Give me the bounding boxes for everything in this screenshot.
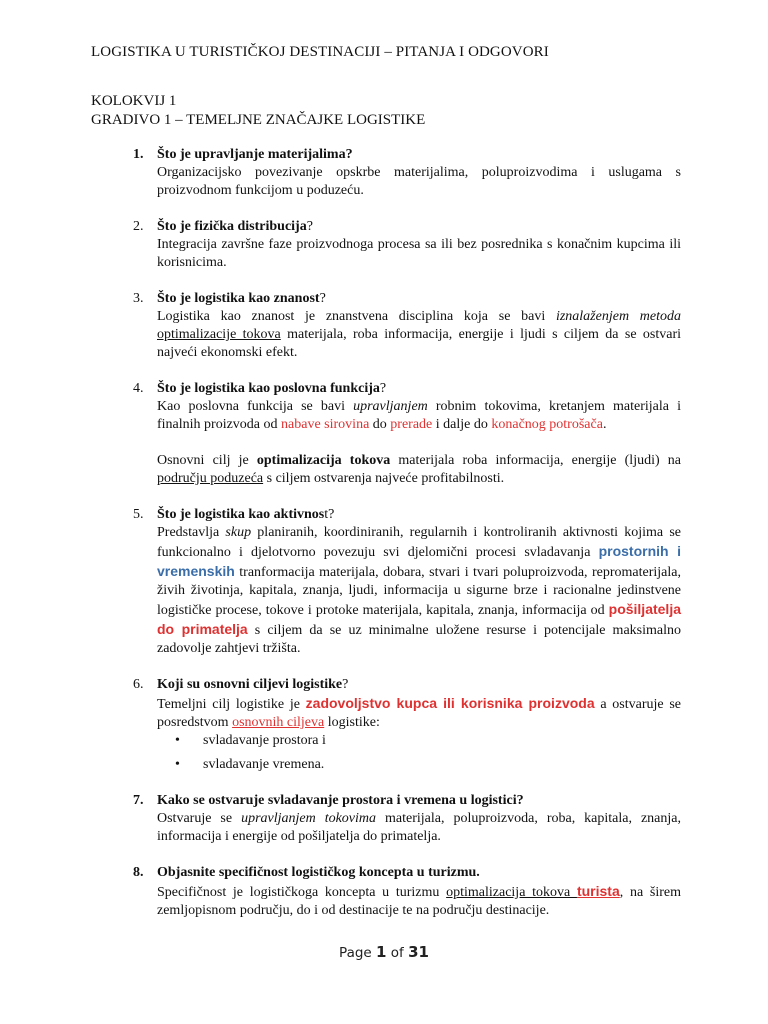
question-mark: t? — [324, 507, 335, 522]
answer-text: Osnovni cilj je — [157, 453, 257, 468]
page-total: 31 — [408, 943, 429, 961]
answer-text: Specifičnost je logističkoga koncepta u turizmu — [157, 885, 447, 900]
question-number: 6. — [133, 677, 144, 692]
bullet-icon: • — [175, 733, 180, 748]
question-7 — [91, 792, 681, 846]
page-number: 1 — [376, 943, 387, 961]
question-answer — [157, 882, 681, 920]
answer-text: . — [602, 417, 607, 432]
question-number: 4. — [133, 381, 144, 396]
answer-highlight-blue: prostornih i vremenskih — [157, 543, 681, 579]
answer-highlight: pošiljatelja do primatelja — [157, 601, 681, 637]
answer-text: Kao poslovna funkcija se bavi — [157, 399, 354, 414]
answer-highlight: zadovoljstvo kupca ili korisnika proizvoda — [305, 695, 595, 711]
question-mark: ? — [342, 677, 349, 692]
question-number: 5. — [133, 507, 144, 522]
question-title: Objasnite specifičnost logističkog koncepta u turizmu. — [157, 865, 480, 880]
answer-text: materijala, poluproizvoda, roba, kapitala, znanja, informacija i energije od pošiljatelja do primatelja. — [157, 811, 681, 844]
bullet-list — [157, 732, 681, 774]
question-title: Što je fizička distribucija — [157, 219, 307, 234]
answer-italic: skup — [225, 525, 252, 540]
question-2 — [91, 218, 681, 272]
questions-list — [91, 146, 681, 920]
answer-text: tranformacija materijala, dobara, stvari i tvari poluproizvoda, repromaterijala, živih životinja, kapitala, znanja, ljudi, informacija u sigurne brze i racionalne jedinstvene logističke procese, tokove i protoke materijala, kapitala, znanja, informacija od — [157, 565, 681, 618]
question-mark: ? — [379, 381, 387, 396]
question-number: 8. — [133, 865, 144, 880]
answer-bold: optimalizacija tokova — [256, 453, 391, 468]
question-answer-goal — [157, 452, 681, 488]
question-title: Koji su osnovni ciljevi logistike — [157, 677, 343, 692]
question-number: 7. — [133, 793, 144, 808]
bullet-icon: • — [175, 757, 180, 772]
document-header: LOGISTIKA U TURISTIČKOJ DESTINACIJI – PITANJA I ODGOVORI — [91, 44, 549, 60]
question-answer — [157, 524, 681, 658]
answer-text: materijala, roba informacija, energije i ljudi s ciljem da se ostvari najveći ekonomski efekt. — [157, 327, 682, 360]
answer-italic: upravljanjem tokovima — [241, 811, 377, 826]
question-answer — [157, 694, 681, 732]
answer-underlined: optimalizacije tokova — [157, 327, 281, 342]
question-6 — [91, 676, 681, 774]
answer-underlined: području poduzeća — [157, 471, 264, 486]
question-title-line — [157, 218, 681, 236]
question-title-line — [157, 506, 681, 524]
question-title: Kako se ostvaruje svladavanje prostora i vremena u logistici? — [157, 793, 524, 808]
answer-text: materijala roba informacija, energije (ljudi) na — [390, 453, 682, 468]
list-item-text: svladavanje vremena. — [203, 757, 325, 772]
answer-text: Logistika kao znanost je znanstvena disciplina koja se bavi — [157, 309, 556, 324]
question-mark: ? — [306, 219, 313, 234]
question-1 — [91, 146, 681, 200]
page-label: Page — [339, 945, 372, 961]
answer-highlight: nabave sirovina — [281, 417, 370, 432]
answer-highlight: osnovnih ciljeva — [232, 715, 325, 730]
question-title: Što je logistika kao poslovna funkcija — [157, 381, 380, 396]
question-5 — [91, 506, 681, 658]
question-8 — [91, 864, 681, 920]
answer-italic: upravljanjem — [353, 399, 428, 414]
answer-highlight: prerade — [390, 417, 433, 432]
answer-text: robnim tokovima, kretanjem materijala i finalnih proizvoda od — [157, 399, 682, 432]
question-answer — [157, 398, 681, 434]
question-4 — [91, 380, 681, 488]
answer-text: logistike: — [324, 715, 380, 730]
section-heading — [91, 92, 425, 130]
answer-highlight: turista — [576, 883, 620, 899]
answer-text: s ciljem da se uz minimalne uložene resurse i potencijale maksimalno zadovolje zahtjevi tržišta. — [157, 623, 681, 656]
question-number: 3. — [133, 291, 144, 306]
kolokvij-label: KOLOKVIJ 1 — [91, 93, 177, 109]
question-number: 2. — [133, 219, 144, 234]
answer-text: do — [369, 417, 391, 432]
page-footer — [0, 943, 768, 961]
question-title: Što je upravljanje materijalima? — [157, 147, 353, 162]
question-answer — [157, 810, 681, 846]
question-3 — [91, 290, 681, 362]
answer-text: Ostvaruje se — [157, 811, 242, 826]
question-title-line — [157, 290, 681, 308]
answer-text: a ostvaruje se posredstvom — [157, 697, 681, 730]
question-title: Što je logistika kao znanost — [157, 291, 320, 306]
list-item — [157, 756, 681, 774]
answer-text: , na širem zemljopisnom području, do i od destinacije te na području destinacije. — [157, 885, 681, 918]
answer-text: planiranih, koordiniranih, regularnih i kontroliranih aktivnosti kojima se funkcionalno i djelotvorno povezuju svi djelomični procesi svladavanja — [157, 525, 681, 560]
question-answer: Organizacijsko povezivanje opskrbe materijalima, poluproizvodima i uslugama s proizvodnom funkcijom u poduzeću. — [157, 165, 681, 198]
question-number: 1. — [133, 147, 144, 162]
answer-highlight: konačnog potrošača — [491, 417, 603, 432]
question-title-line — [157, 676, 681, 694]
answer-text: s ciljem ostvarenja najveće profitabilnosti. — [263, 471, 505, 486]
of-label: of — [390, 945, 404, 961]
answer-text: Predstavlja — [157, 525, 226, 540]
question-answer: Integracija završne faze proizvodnoga procesa sa ili bez posrednika s konačnim kupcima ili korisnicima. — [157, 237, 681, 270]
list-item-text: svladavanje prostora i — [203, 733, 326, 748]
answer-text: Temeljni cilj logistike je — [157, 697, 306, 712]
answer-underlined: optimalizacija tokova — [446, 885, 577, 900]
gradivo-label: GRADIVO 1 – TEMELJNE ZNAČAJKE LOGISTIKE — [91, 112, 426, 128]
question-answer — [157, 308, 681, 362]
answer-text: i dalje do — [432, 417, 492, 432]
question-title-line — [157, 380, 681, 398]
question-title: Što je logistika kao aktivnos — [157, 507, 325, 522]
list-item — [157, 732, 681, 750]
answer-italic: iznalaženjem metoda — [555, 309, 681, 324]
question-mark: ? — [319, 291, 326, 306]
